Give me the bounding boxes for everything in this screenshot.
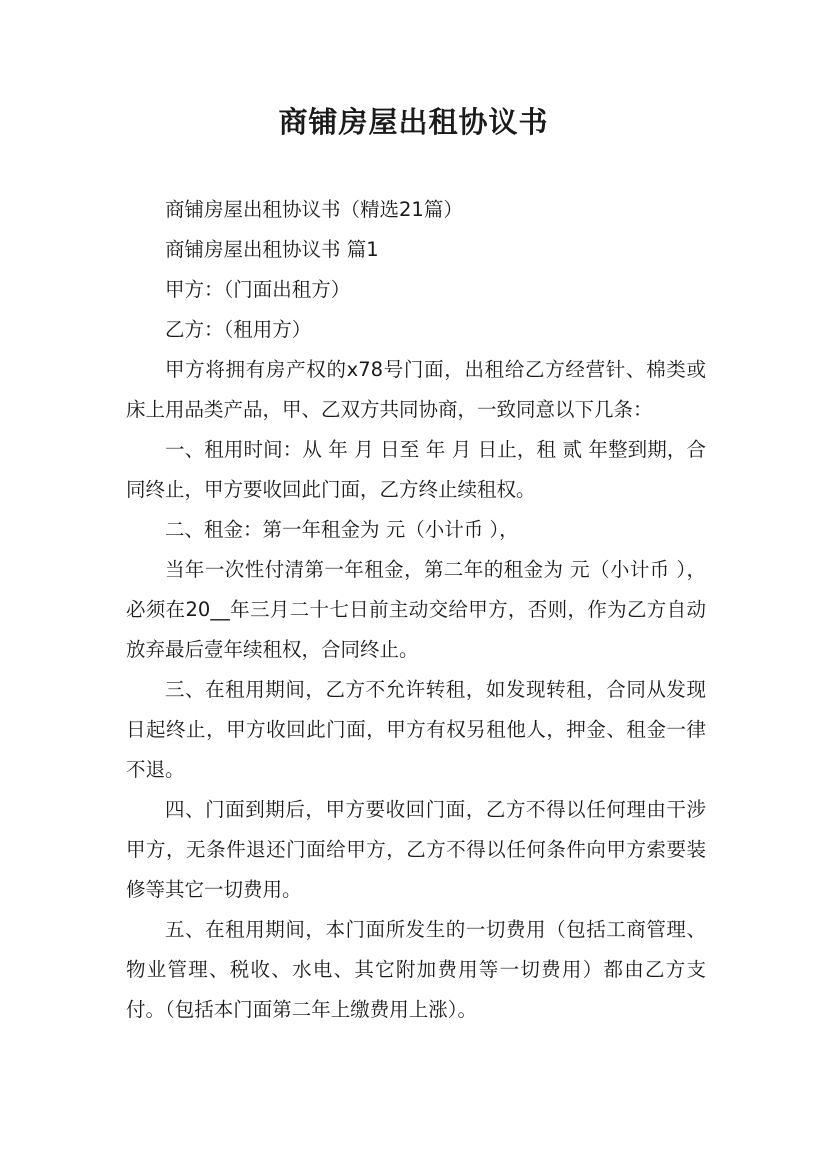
document-title: 商铺房屋出租协议书 <box>278 105 549 139</box>
paragraph-party-b: 乙方：（租用方） <box>165 318 312 341</box>
paragraph-clause-3: 三、在租用期间，乙方不允许转租，如发现转租，合同从发现日起终止，甲方收回此门面，甲方有权另租他人，押金、租金一律不退。 <box>126 678 706 781</box>
paragraph-section-heading: 商铺房屋出租协议书 篇1 <box>165 238 379 261</box>
paragraph-intro: 甲方将拥有房产权的x78号门面，出租给乙方经营针、棉类或床上用品类产品，甲、乙双方共同协商，一致同意以下几条： <box>126 358 706 421</box>
paragraph-clause-5: 五、在租用期间，本门面所发生的一切费用（包括工商管理、物业管理、税收、水电、其它附加费用等一切费用）都由乙方支付。（包括本门面第二年上缴费用上涨）。 <box>126 918 706 1021</box>
paragraph-clause-4: 四、门面到期后，甲方要收回门面，乙方不得以任何理由干涉甲方，无条件退还门面给甲方，乙方不得以任何条件向甲方索要装修等其它一切费用。 <box>126 798 706 901</box>
paragraph-clause-2: 二、租金：第一年租金为 元（小计币 ）， <box>165 518 519 541</box>
document-body <box>126 190 706 1030</box>
paragraph-party-a: 甲方：（门面出租方） <box>165 278 351 301</box>
paragraph-clause-1: 一、租用时间：从 年 月 日至 年 月 日止，租 贰 年整到期，合同终止，甲方要收回此门面，乙方终止续租权。 <box>126 438 706 501</box>
paragraph-clause-2-detail: 当年一次性付清第一年租金，第二年的租金为 元（小计币 ），必须在20__年三月二十七日前主动交给甲方，否则，作为乙方自动放弃最后壹年续租权，合同终止。 <box>126 558 706 661</box>
paragraph-subtitle: 商铺房屋出租协议书（精选21篇） <box>165 198 463 221</box>
